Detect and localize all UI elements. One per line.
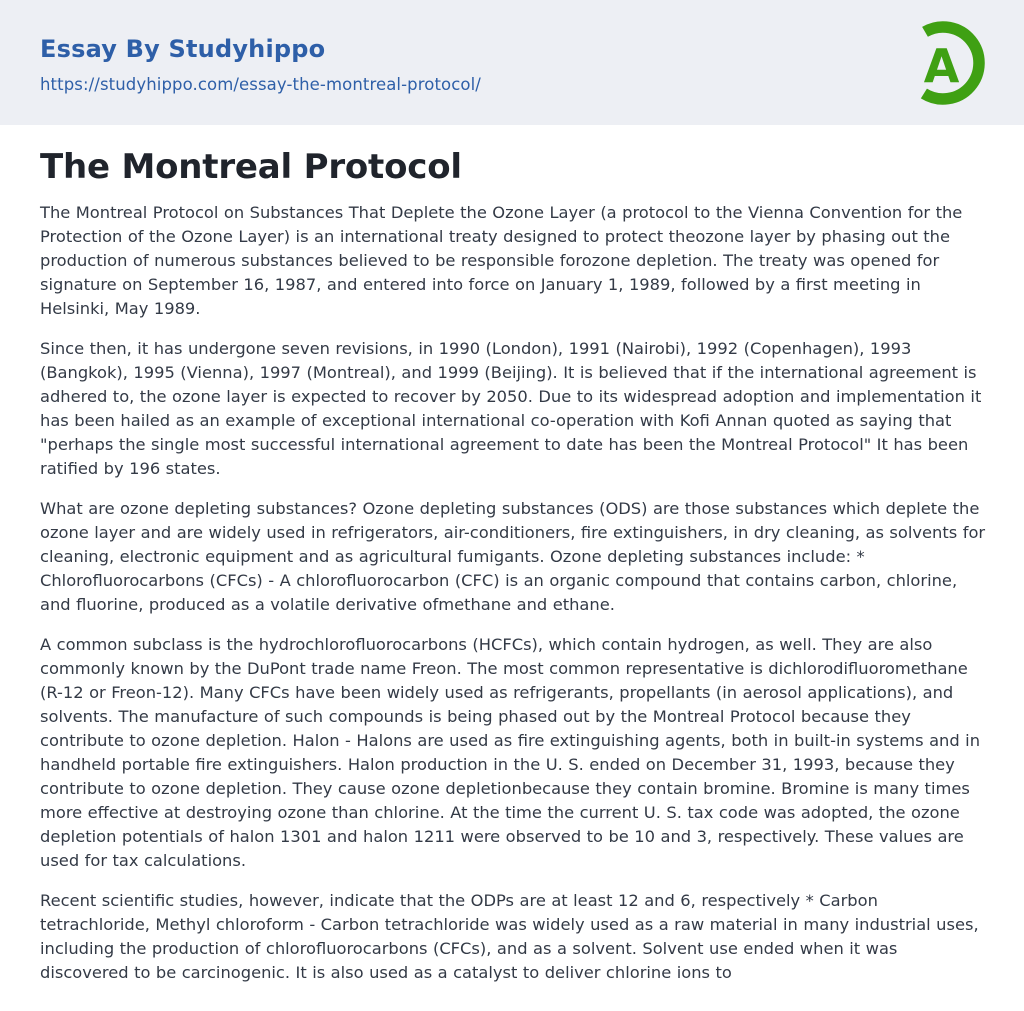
essay-title: The Montreal Protocol [40,147,462,187]
logo-letter: A [923,38,960,93]
studyhippo-logo [900,20,986,106]
essay-paragraph: A common subclass is the hydrochlorofluorocarbons (HCFCs), which contain hydrogen, as well. They are also commonly known by the DuPont trade name Freon. The most common representative is dichlorodifluoromethane (R-12 or Freon-12). Many CFCs have been widely used as refrigerants, propellants (in aerosol applications), and solvents. The manufacture of such compounds is being phased out by the Montreal Protocol because they contribute to ozone depletion. Halon - Halons are used as fire extinguishing agents, both in built-in systems and in handheld portable fire extinguishers. Halon production in the U. S. ended on December 31, 1993, because they contribute to ozone depletion. They cause ozone depletionbecause they contain bromine. Bromine is many times more effective at destroying ozone than chlorine. At the time the current U. S. tax code was adopted, the ozone depletion potentials of halon 1301 and halon 1211 were observed to be 10 and 3, respectively. These values are used for tax calculations. [40,635,981,870]
essay-paragraph: Recent scientific studies, however, indicate that the ODPs are at least 12 and 6, respectively * Carbon tetrachloride, Methyl chloroform - Carbon tetrachloride was widely used as a raw material in many industrial uses, including the production of chlorofluorocarbons (CFCs), and as a solvent. Solvent use ended when it was discovered to be carcinogenic. It is also used as a catalyst to deliver chlorine ions to [40,891,979,982]
page-header [0,0,1024,125]
essay-paragraph: Since then, it has undergone seven revisions, in 1990 (London), 1991 (Nairobi), 1992 (Copenhagen), 1993 (Bangkok), 1995 (Vienna), 1997 (Montreal), and 1999 (Beijing). It is believed that if the international agreement is adhered to, the ozone layer is expected to recover by 2050. Due to its widespread adoption and implementation it has been hailed as an example of exceptional international co-operation with Kofi Annan quoted as saying that "perhaps the single most successful international agreement to date has been the Montreal Protocol" It has been ratified by 196 states. [40,339,982,478]
logo-arc-icon [900,20,986,106]
essay-paragraph: The Montreal Protocol on Substances That Deplete the Ozone Layer (a protocol to the Vienna Convention for the Protection of the Ozone Layer) is an international treaty designed to protect theozone layer by phasing out the production of numerous substances believed to be responsible forozone depletion. The treaty was opened for signature on September 16, 1987, and entered into force on January 1, 1989, followed by a first meeting in Helsinki, May 1989. [40,203,963,318]
essay-url-link[interactable]: https://studyhippo.com/essay-the-montreal-protocol/ [40,74,481,94]
essay-content [0,125,1024,985]
essay-paragraph: What are ozone depleting substances? Ozone depleting substances (ODS) are those substances which deplete the ozone layer and are widely used in refrigerators, air-conditioners, fire extinguishers, in dry cleaning, as solvents for cleaning, electronic equipment and as agricultural fumigants. Ozone depleting substances include: * Chlorofluorocarbons (CFCs) - A chlorofluorocarbon (CFC) is an organic compound that contains carbon, chlorine, and fluorine, produced as a volatile derivative ofmethane and ethane. [40,499,986,614]
site-title: Essay By Studyhippo [40,34,326,63]
header-text-block [40,30,481,96]
